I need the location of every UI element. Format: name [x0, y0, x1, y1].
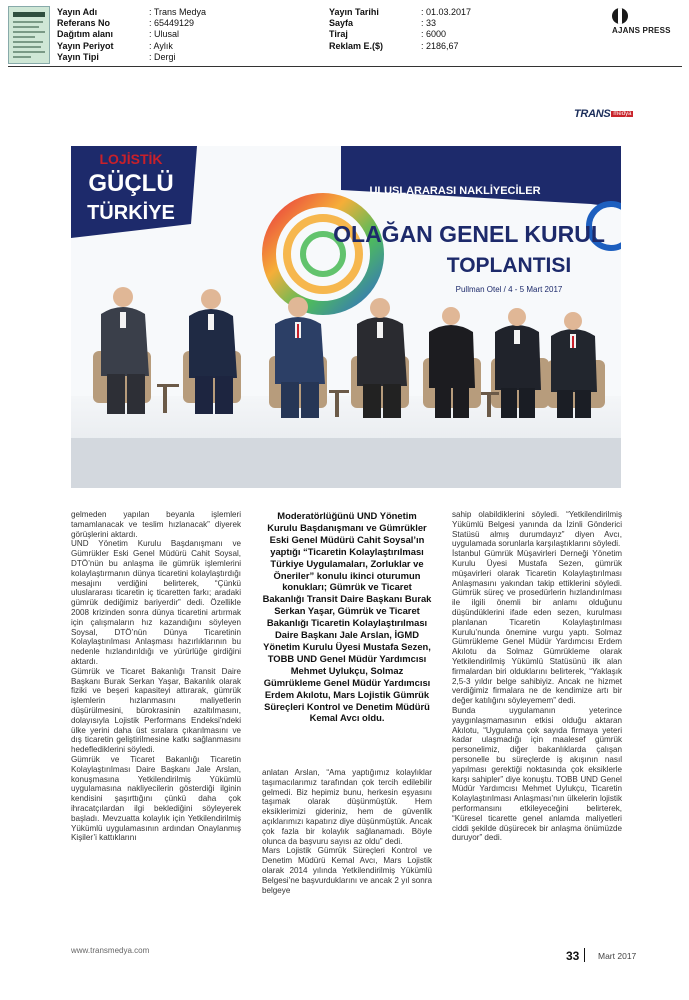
banner-left-line3: TÜRKİYE: [87, 202, 175, 224]
paragraph: gelmeden yapılan beyanla işlemleri tamamlanacak ve teslim hızlanacak” diyerek görüşlerini aktardı.: [71, 510, 241, 539]
event-venue: Pullman Otel / 4 - 5 Mart 2017: [455, 285, 563, 294]
banner-left-line1: LOJİSTİK: [99, 151, 163, 167]
meta-value: : 65449129: [149, 18, 195, 29]
paragraph: UND Yönetim Kurulu Başdanışmanı ve Gümrükler Eski Genel Müdürü Cahit Soysal, DTÖ’nün bu anlaşma ile gümrük işlemlerini kolaylaştırmanın dünya ticaretini kolaylaştırdığı mesajını verdiğini belirterek, “Çünkü uluslararası ticaretin iç ticaretten farkı; aradaki gümrük dediğimiz bariyerdir” dedi. Özellikle 2008 krizinden sonra dünya ticaretini artırmak için çalışmaların hız kazandığını söyleyen Soysal, DTÖ’nün Dünya Ticaretinin Kolaylaştırılması Anlaşması hazırlıklarının bu nedenle hızlandırıldığı ve yürürlüğe girdiğini aktardı.: [71, 539, 241, 666]
article-column-1: [71, 510, 241, 843]
meta-row-reference: [57, 18, 206, 29]
meta-value: : Trans Medya: [149, 7, 207, 17]
meta-value: : Aylık: [149, 40, 173, 51]
meta-value: : 01.03.2017: [421, 7, 472, 17]
event-title-line2: TOPLANTISI: [446, 254, 572, 277]
paragraph: Bunda uygulamanın yeterince yaygınlaşmamasının etkisi olduğu aktaran Akılotu, “Uygulama çok sayıda firmaya yeteri kadar ulaşmadığı için maalesef gümrük personelimiz, diğer bakanlıklarda çalışan personelle bu süreçlerde iş akışının nasıl yapılması gerektiği noktasında çok eksiklerle karşı sahipler” diye konuştu. TOBB UND Genel Müdür Yardımcısı Mehmet Uylukçu, Ticaretin Kolaylaştırılması Anlaşması’nın ülkelerin lojistik performansını etkileyeceğini belirterek, “Küresel ticarette genel anlamda maliyetleri ciddi şekilde düşürecek bir anlaşma önümüzde duruyor” dedi.: [452, 705, 622, 843]
meta-row-circulation: [329, 29, 471, 40]
event-title-line1: OLAĞAN GENEL KURUL: [333, 221, 605, 247]
publication-details-right: [329, 7, 471, 52]
page-separator: [584, 948, 585, 962]
paragraph: sahip olabildiklerini söyledi. “Yetkilendirilmiş Yükümlü Belgesi yanında da İzinli Gönderici Statüsü almış durumdayız” diyen Avcı, uygulamada sorunlarla karşılaştıklarını söyledi.: [452, 510, 622, 549]
meta-row-page: [329, 18, 471, 29]
meta-row-publication: [57, 7, 206, 18]
clipping-header: [0, 0, 689, 68]
paragraph: Gümrük ve Ticaret Bakanlığı Ticaretin Kolaylaştırılması Daire Başkanı Jale Arslan, konuşmasına Yetkilendirilmiş Yükümlü uygulamasına nakliyecilerin gösterdiği ilginin kendisini şaşırttığını çünkü daha çok ihracatçılardan ilgi beklediğini söyleyerek başladı. Mevzuatta kolaylık için Yetkilendirilmiş Yükümlü uygulamasının ardından Onaylanmış Kişiler’i kattıklarını: [71, 754, 241, 843]
meta-label: Referans No: [57, 18, 111, 29]
meta-row-date: [329, 7, 471, 18]
meta-row-period: [57, 41, 206, 52]
page-number: 33: [566, 949, 580, 963]
paragraph: İstanbul Gümrük Müşavirleri Derneği Yönetim Kurulu Üyesi Mustafa Sezen, gümrük müşavirleri olarak Ticaretin Kolaylaştırılması Anlaşmasını yakından takip ettiklerini söyledi. Gümrük süreç ve prosedürlerin hızlandırılması ile ilgili önemli bir anlamı olduğunu düşündüklerini ifade eden sezen, kurulması planlanan Ticaretin Kolaylaştırılması Kurulu’nunda önemine vurgu yaptı. Solmaz Gümrükleme Genel Müdür Yardımcısı Erdem Akılotu da Solmaz Gümrükleme olarak Yetkilendirilmiş Yükümlü Statüsünü ilk alan firmalardan biri olduklarını belirterek, “Yaklaşık 2,5-3 yıldır belge sahibiyiz. Ancak ne hizmet verdiğimiz firmalara ne de kendimize artı bir değer katılığını söyleyemem” dedi.: [452, 549, 622, 706]
meta-label: Yayın Adı: [57, 7, 98, 17]
banner-top-text: ULUSLARARASI NAKLİYECİLER: [369, 185, 541, 197]
meta-label: Sayfa: [329, 18, 354, 29]
meta-row-ad-value: [329, 41, 471, 52]
magazine-brand-logo: [574, 104, 633, 118]
meta-label: Tiraj: [329, 29, 348, 40]
issue-date: Mart 2017: [598, 951, 637, 961]
globe-icon: [612, 8, 628, 24]
ajans-press-logo: [612, 8, 682, 38]
meta-row-distribution: [57, 29, 206, 40]
meta-label: Dağıtım alanı: [57, 29, 114, 40]
meta-row-type: [57, 52, 206, 63]
meta-label: Yayın Tipi: [57, 51, 99, 62]
banner-left: [71, 146, 197, 238]
meta-label: Yayın Periyot: [57, 40, 114, 51]
meta-value: : 2186,67: [421, 40, 459, 51]
meta-label: Reklam E.($): [329, 40, 384, 51]
agency-name: AJANS PRESS: [612, 26, 671, 35]
meta-label: Yayın Tarihi: [329, 7, 379, 17]
pull-quote: Moderatörlüğünü UND Yönetim Kurulu Başdanışmanı ve Gümrükler Eski Genel Müdürü Cahit Soysal’ın yaptığı “Ticaretin Kolaylaştırılması Türkiye Uygulamaları, Zorluklar ve Öneriler” konulu ikinci oturumun konukları; Gümrük ve Ticaret Bakanlığı Transit Daire Başkanı Burak Serkan Yaşar, Gümrük ve Ticaret Bakanlığı Ticaretin Kolaylaştırılması Daire Başkanı Jale Arslan, İGMD Yönetim Kurulu Üyesi Mustafa Sezen, TOBB UND Genel Müdür Yardımcısı Mehmet Uylukçu, Solmaz Gümrükleme Genel Müdür Yardımcısı Erdem Akılotu, Mars Lojistik Gümrük Süreçleri Kontrol ve Denetim Müdürü Kemal Avcı oldu.: [262, 510, 432, 724]
article-column-2: [262, 768, 432, 895]
brand-wordmark: TRANS: [574, 108, 611, 120]
panel-photo: [71, 146, 621, 488]
banner-left-line2: GÜÇLÜ: [88, 170, 174, 197]
paragraph: Mars Lojistik Gümrük Süreçleri Kontrol ve Denetim Müdürü Kemal Avcı, Mars Lojistik olarak 2014 yılında Yetkilendirilmiş Yükümlü Belgesi’ne başvurduklarını ve ancak 2 yıl sonra belgeye: [262, 846, 432, 895]
website-link[interactable]: www.transmedya.com: [71, 946, 150, 955]
header-divider: [8, 66, 682, 67]
brand-suffix: medya: [613, 111, 632, 117]
clipping-thumbnail[interactable]: [8, 6, 50, 64]
paragraph: anlatan Arslan, “Ama yaptığımız kolaylıklar taşımacılarımız tarafından çok tercih edilebilir gelmedi. Biz hepimiz bunu, herkesin eşyasını taşımak olarak düşünmüştük. Hem eksiklerimizi gideriniz, hem de güvenlik açıklarımızı kapatırız diye düşünmüştük. Ancak çok fazla bir kolaylık sağlanamadı. Böyle olunca da başvuru sayısı az oldu” dedi.: [262, 768, 432, 846]
publication-details-left: [57, 7, 206, 63]
meta-value: : Dergi: [149, 51, 176, 62]
paragraph: Gümrük ve Ticaret Bakanlığı Transit Daire Başkanı Burak Serkan Yaşar, Bakanlık olarak fiziki ve beşeri kapasiteyi attırarak, gümrük işlemlerin hızlanmasını maliyetlerin düşürülmesini, bürokrasinin azaltılmasını, dolayısıyla Lojistik Performans Endeksi’ndeki ülke yerini daha üst sıralara çıkarılmasını ve dış ticaretin geliştirilmesine katkı sağlanmasını hedeflediklerini söyledi.: [71, 666, 241, 755]
meta-value: : 33: [421, 18, 437, 29]
meta-value: : Ulusal: [149, 29, 180, 40]
meta-value: : 6000: [421, 29, 447, 40]
article-column-3: [452, 510, 622, 843]
